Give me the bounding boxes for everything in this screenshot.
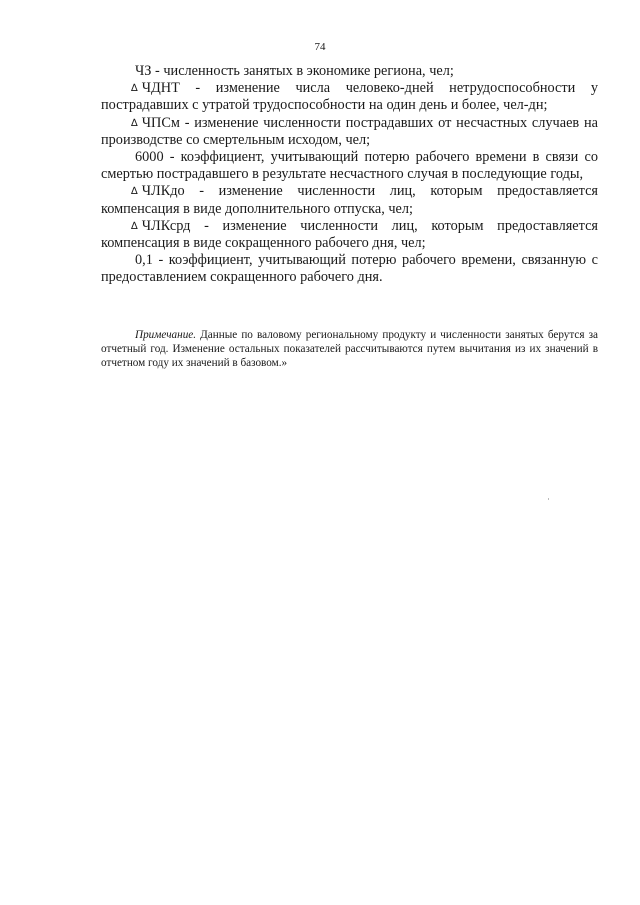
definition-text: ЧЛКсрд - изменение численности лиц, которым предоставляется компенсация в виде сокращенного рабочего дня, чел;: [101, 217, 598, 252]
definition-item: [101, 252, 598, 286]
definition-item: [101, 218, 598, 252]
definition-text: ЧЛКдо - изменение численности лиц, которым предоставляется компенсация в виде дополнительного отпуска, чел;: [101, 183, 598, 217]
definition-text: ЧДНТ - изменение числа человеко-дней нетрудоспособности у пострадавших с утратой трудоспособности на один день и более, чел-дн;: [101, 80, 598, 114]
delta-symbol: ∆: [131, 220, 138, 232]
scan-speck: [548, 498, 549, 500]
definitions-list: [101, 63, 598, 287]
footnote-text: Данные по валовому региональному продукту и численности занятых берутся за отчетный год. Изменение остальных показателей рассчитываются путем вычитания из их значений в отчетном году их значений в базовом.»: [101, 329, 598, 370]
definition-text: ЧЗ - численность занятых в экономике региона, чел;: [135, 63, 454, 79]
definition-item: [101, 80, 598, 114]
delta-symbol: ∆: [131, 186, 138, 198]
definition-text: 6000 - коэффициент, учитывающий потерю рабочего времени в связи со смертью пострадавшего в результате несчастного случая в последующие годы,: [101, 149, 598, 183]
definition-text: 0,1 - коэффициент, учитывающий потерю рабочего времени, связанную с предоставлением сокращенного рабочего дня.: [101, 252, 598, 286]
definition-text: ЧПСм - изменение численности пострадавших от несчастных случаев на производстве со смертельным исходом, чел;: [101, 114, 598, 148]
definition-item: [101, 115, 598, 149]
footnote: [101, 328, 598, 370]
footnote-label: Примечание.: [135, 329, 197, 342]
definition-item: [101, 63, 598, 80]
delta-symbol: ∆: [131, 83, 138, 95]
definition-item: [101, 149, 598, 183]
page-number: 74: [314, 41, 326, 53]
definition-item: [101, 183, 598, 217]
delta-symbol: ∆: [131, 117, 138, 129]
